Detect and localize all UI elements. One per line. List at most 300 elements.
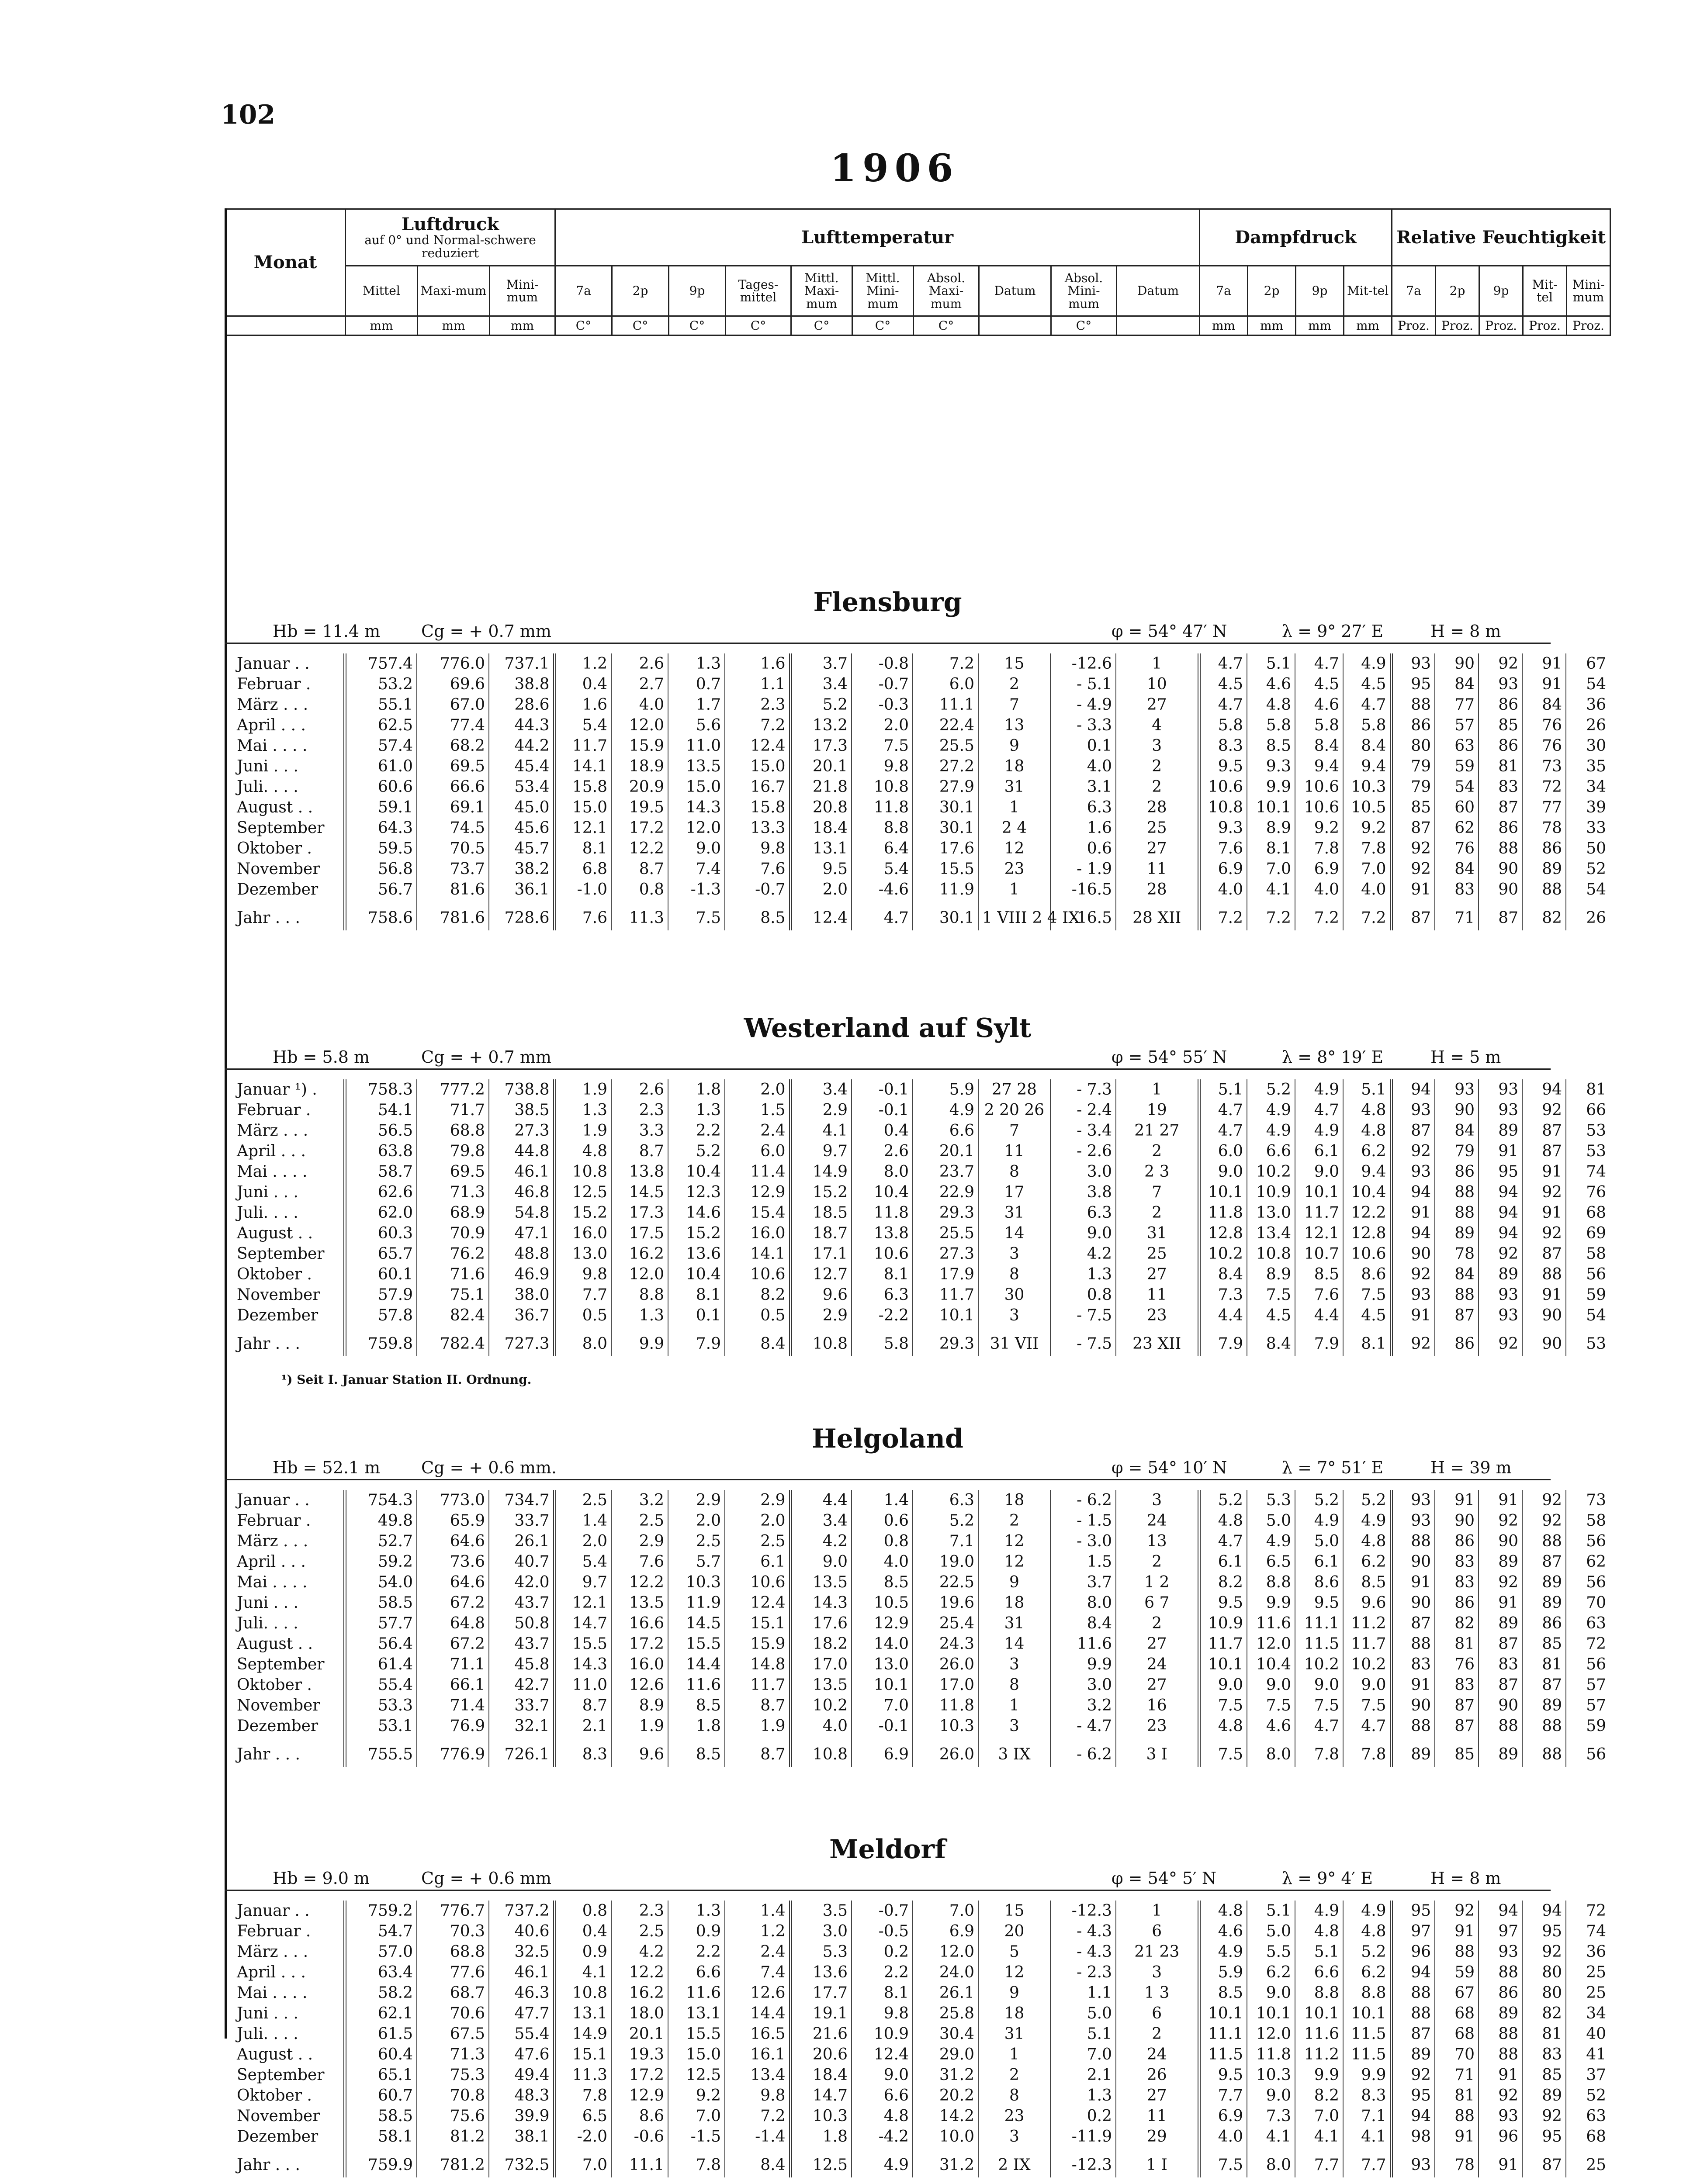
data-cell: 56.7: [345, 879, 417, 900]
data-cell: 11.5: [1343, 2024, 1391, 2044]
data-cell: 3: [1116, 736, 1199, 756]
data-cell: 13.6: [668, 1244, 725, 1264]
data-cell: 52: [1566, 859, 1610, 879]
gravity-correction: Cg = + 0.6 mm: [421, 1869, 551, 1888]
data-cell: 21.8: [790, 777, 852, 797]
data-cell: 59: [1435, 756, 1479, 777]
data-cell: 6.5: [554, 2106, 611, 2126]
data-cell: 20.1: [611, 2024, 668, 2044]
data-cell: 73: [1566, 1490, 1610, 1510]
data-cell: 54.0: [345, 1572, 417, 1593]
data-cell: 87: [1391, 1613, 1435, 1634]
data-cell: 53: [1566, 1326, 1610, 1356]
data-cell: 92: [1479, 1510, 1522, 1531]
data-cell: 0.9: [554, 1942, 611, 1962]
month-row: [225, 1593, 1610, 1613]
data-cell: 59: [1435, 1962, 1479, 1983]
data-cell: 93: [1391, 1285, 1435, 1305]
data-cell: 81: [1522, 1654, 1566, 1675]
data-cell: 23: [1116, 1716, 1199, 1736]
data-cell: 84: [1522, 695, 1566, 715]
data-cell: 56.8: [345, 859, 417, 879]
data-cell: 24: [1116, 1654, 1199, 1675]
data-cell: 59.2: [345, 1552, 417, 1572]
month-row: [225, 1264, 1610, 1285]
data-cell: 68: [1566, 2126, 1610, 2147]
data-cell: 87: [1391, 2024, 1435, 2044]
col-header: Datum: [979, 266, 1051, 316]
data-cell: 1: [1116, 1079, 1199, 1100]
data-cell: 22.9: [913, 1182, 978, 1203]
data-cell: 9.4: [1343, 1161, 1391, 1182]
data-cell: 7.5: [668, 900, 725, 930]
data-cell: 7.2: [1247, 900, 1295, 930]
data-cell: 7.7: [1343, 2147, 1391, 2177]
data-cell: 67.5: [417, 2024, 489, 2044]
data-cell: 78: [1435, 1244, 1479, 1264]
data-cell: 16.1: [725, 2044, 790, 2065]
data-cell: 4.2: [611, 1942, 668, 1962]
data-cell: 13.5: [790, 1675, 852, 1695]
data-cell: 76: [1435, 1654, 1479, 1675]
data-cell: - 6.2: [1050, 1490, 1116, 1510]
data-cell: 0.4: [554, 674, 611, 695]
month-row: [225, 797, 1610, 818]
data-cell: 92: [1391, 1264, 1435, 1285]
data-cell: 92: [1479, 1244, 1522, 1264]
month-row: [225, 1079, 1610, 1100]
data-cell: 7.7: [1199, 2085, 1247, 2106]
data-cell: 773.0: [417, 1490, 489, 1510]
data-cell: 7.0: [1295, 2106, 1343, 2126]
data-cell: 14.9: [554, 2024, 611, 2044]
data-cell: 26.0: [913, 1736, 978, 1767]
data-cell: 57.0: [345, 1942, 417, 1962]
data-cell: 3.2: [611, 1490, 668, 1510]
data-cell: 2.9: [725, 1490, 790, 1510]
data-cell: 46.1: [489, 1161, 554, 1182]
data-cell: 19.5: [611, 797, 668, 818]
data-cell: 25.4: [913, 1613, 978, 1634]
data-cell: 89: [1522, 1695, 1566, 1716]
col-header: 7a: [555, 266, 612, 316]
data-cell: 1: [978, 879, 1050, 900]
data-cell: 94: [1391, 1962, 1435, 1983]
col-unit: [979, 316, 1051, 335]
data-cell: 41: [1566, 2044, 1610, 2065]
data-cell: - 1.5: [1050, 1510, 1116, 1531]
data-cell: 12.2: [611, 1962, 668, 1983]
data-cell: 2 IX: [978, 2147, 1050, 2177]
data-cell: 50.8: [489, 1613, 554, 1634]
data-cell: 12.0: [611, 715, 668, 736]
data-cell: 11.8: [852, 1203, 913, 1223]
data-cell: 27 28: [978, 1079, 1050, 1100]
month-row: [225, 1983, 1610, 2003]
data-cell: 56: [1566, 1572, 1610, 1593]
data-cell: 0.2: [852, 1942, 913, 1962]
data-cell: 78: [1522, 818, 1566, 838]
data-cell: 13.4: [1247, 1223, 1295, 1244]
data-cell: 3: [978, 2126, 1050, 2147]
data-cell: 2.4: [725, 1120, 790, 1141]
data-cell: 2.9: [668, 1490, 725, 1510]
data-cell: 18.4: [790, 818, 852, 838]
data-cell: 30.1: [913, 818, 978, 838]
data-cell: 15.9: [725, 1634, 790, 1654]
month-label: April . . .: [237, 1963, 306, 1981]
data-cell: 86: [1435, 1326, 1479, 1356]
data-cell: 1 3: [1116, 1983, 1199, 2003]
data-cell: 93: [1479, 1305, 1522, 1326]
data-cell: -2.0: [554, 2126, 611, 2147]
data-cell: 57.9: [345, 1285, 417, 1305]
data-cell: 9.0: [1199, 1161, 1247, 1182]
data-cell: 7.8: [1295, 838, 1343, 859]
data-cell: 26: [1566, 715, 1610, 736]
month-row: [225, 879, 1610, 900]
data-cell: 73.6: [417, 1552, 489, 1572]
data-cell: 90: [1479, 879, 1522, 900]
data-cell: 5.0: [1050, 2003, 1116, 2024]
data-cell: 16.0: [554, 1223, 611, 1244]
data-cell: 12.4: [852, 2044, 913, 2065]
data-cell: 10.6: [725, 1264, 790, 1285]
data-cell: 9.5: [1199, 2065, 1247, 2085]
data-cell: 8.2: [1199, 1572, 1247, 1593]
month-label: März . . .: [237, 1532, 308, 1550]
data-cell: 14.1: [554, 756, 611, 777]
data-cell: 2.3: [725, 695, 790, 715]
month-row: [225, 1901, 1610, 1921]
data-cell: 3: [1116, 1962, 1199, 1983]
data-cell: 11.7: [1343, 1634, 1391, 1654]
data-cell: 64.3: [345, 818, 417, 838]
data-cell: 12.0: [1247, 1634, 1295, 1654]
data-cell: 1.3: [611, 1305, 668, 1326]
month-label: August . .: [237, 1224, 313, 1242]
data-cell: 12.1: [554, 818, 611, 838]
data-cell: 2: [1116, 1552, 1199, 1572]
year-summary-row: [225, 1736, 1610, 1767]
data-cell: 64.6: [417, 1572, 489, 1593]
data-cell: 9.9: [1247, 777, 1295, 797]
data-cell: 25.5: [913, 736, 978, 756]
data-cell: 4.8: [852, 2106, 913, 2126]
data-cell: 95: [1391, 1901, 1435, 1921]
data-cell: 4.7: [1199, 1100, 1247, 1120]
month-label: Juni . . .: [237, 1183, 298, 1201]
data-cell: 21 27: [1116, 1120, 1199, 1141]
data-cell: 94: [1522, 1079, 1566, 1100]
monat-header: Monat: [225, 209, 346, 316]
data-cell: 7.6: [1199, 838, 1247, 859]
data-cell: 7.1: [1343, 2106, 1391, 2126]
data-cell: 94: [1479, 1223, 1522, 1244]
data-cell: 10.4: [668, 1161, 725, 1182]
data-cell: 3.8: [1050, 1182, 1116, 1203]
data-cell: 91: [1479, 1490, 1522, 1510]
data-cell: 6.3: [1050, 797, 1116, 818]
col-header: Mit-tel: [1523, 266, 1567, 316]
data-cell: 9: [978, 736, 1050, 756]
data-cell: 47.1: [489, 1223, 554, 1244]
data-cell: 58.5: [345, 2106, 417, 2126]
data-cell: 8.9: [1247, 818, 1295, 838]
data-cell: 92: [1391, 2065, 1435, 2085]
data-cell: 7.0: [1050, 2044, 1116, 2065]
data-cell: 53.1: [345, 1716, 417, 1736]
month-row: [225, 1552, 1610, 1572]
data-cell: 70: [1435, 2044, 1479, 2065]
data-cell: 63: [1435, 736, 1479, 756]
data-cell: -12.6: [1050, 653, 1116, 674]
data-cell: 23: [978, 2106, 1050, 2126]
data-cell: 71.6: [417, 1264, 489, 1285]
month-label: Oktober .: [237, 1265, 312, 1283]
data-cell: 11.1: [1295, 1613, 1343, 1634]
data-cell: 70.3: [417, 1921, 489, 1942]
data-cell: 776.7: [417, 1901, 489, 1921]
data-cell: 10.0: [913, 2126, 978, 2147]
data-cell: 9.0: [852, 2065, 913, 2085]
data-cell: -16.5: [1050, 900, 1116, 930]
data-cell: 10.1: [1247, 797, 1295, 818]
data-cell: 29.3: [913, 1203, 978, 1223]
data-cell: 91: [1522, 653, 1566, 674]
data-cell: 86: [1522, 1613, 1566, 1634]
data-cell: 53.2: [345, 674, 417, 695]
data-cell: 12.8: [1343, 1223, 1391, 1244]
data-cell: 6.3: [913, 1490, 978, 1510]
data-cell: 18: [978, 1593, 1050, 1613]
station-meta: [225, 1047, 1551, 1070]
data-cell: 64.6: [417, 1531, 489, 1552]
data-cell: 4.9: [1295, 1510, 1343, 1531]
barometer-height: H = 5 m: [1430, 1047, 1501, 1067]
data-cell: 93: [1479, 1079, 1522, 1100]
data-cell: 10.1: [1343, 2003, 1391, 2024]
data-cell: 54: [1566, 1305, 1610, 1326]
data-cell: 14.1: [725, 1244, 790, 1264]
data-cell: 7: [978, 1120, 1050, 1141]
data-cell: 36.1: [489, 879, 554, 900]
data-cell: 8.4: [1199, 1264, 1247, 1285]
data-cell: 1.3: [554, 1100, 611, 1120]
station-meta: [225, 1457, 1551, 1480]
data-cell: 13.5: [611, 1593, 668, 1613]
data-cell: 31: [978, 1613, 1050, 1634]
data-cell: 36.7: [489, 1305, 554, 1326]
longitude: λ = 7° 51′ E: [1282, 1458, 1384, 1477]
data-cell: 67: [1435, 1983, 1479, 2003]
data-cell: 7.9: [1199, 1326, 1247, 1356]
data-cell: 8.4: [1050, 1613, 1116, 1634]
col-unit: C°: [612, 316, 669, 335]
data-cell: 31.2: [913, 2065, 978, 2085]
data-cell: 60: [1435, 797, 1479, 818]
data-cell: 65.7: [345, 1244, 417, 1264]
data-cell: 27: [1116, 1634, 1199, 1654]
data-cell: 38.0: [489, 1285, 554, 1305]
data-cell: 48.3: [489, 2085, 554, 2106]
month-row: [225, 777, 1610, 797]
data-cell: 8.2: [725, 1285, 790, 1305]
data-cell: 57.7: [345, 1613, 417, 1634]
footnote: ¹) Seit I. Januar Station II. Ordnung.: [281, 1372, 532, 1387]
data-cell: 9.0: [1343, 1675, 1391, 1695]
data-cell: 10.6: [1295, 777, 1343, 797]
month-label: September: [237, 819, 325, 837]
data-cell: 6.9: [1295, 859, 1343, 879]
data-cell: 87: [1391, 900, 1435, 930]
data-cell: 50: [1566, 838, 1610, 859]
data-cell: 32.1: [489, 1716, 554, 1736]
data-cell: 6.1: [1295, 1141, 1343, 1161]
data-cell: 0.7: [668, 674, 725, 695]
data-cell: -0.1: [852, 1079, 913, 1100]
data-cell: 90: [1435, 1510, 1479, 1531]
data-cell: 16.5: [725, 2024, 790, 2044]
data-cell: 4.9: [913, 1100, 978, 1120]
data-cell: 4.8: [1295, 1921, 1343, 1942]
data-cell: 3.0: [1050, 1161, 1116, 1182]
data-cell: 12.1: [554, 1593, 611, 1613]
data-cell: 9.2: [1295, 818, 1343, 838]
col-unit: Proz.: [1479, 316, 1523, 335]
data-cell: 44.3: [489, 715, 554, 736]
data-cell: 5.8: [1295, 715, 1343, 736]
data-cell: 7.0: [668, 2106, 725, 2126]
data-cell: 80: [1391, 736, 1435, 756]
data-cell: 96: [1391, 1942, 1435, 1962]
data-cell: 61.5: [345, 2024, 417, 2044]
month-label: Oktober .: [237, 1676, 312, 1694]
data-cell: 6.6: [1295, 1962, 1343, 1983]
data-cell: 4.0: [1199, 879, 1247, 900]
data-cell: 26: [1116, 2065, 1199, 2085]
data-cell: 24: [1116, 1510, 1199, 1531]
data-cell: 91: [1391, 879, 1435, 900]
data-cell: - 4.3: [1050, 1921, 1116, 1942]
data-cell: 10.1: [852, 1675, 913, 1695]
data-cell: 4.7: [1295, 653, 1343, 674]
data-cell: 86: [1479, 1983, 1522, 2003]
col-unit: mm: [1344, 316, 1392, 335]
month-label: Mai . . . .: [237, 737, 308, 755]
data-cell: 69: [1566, 1223, 1610, 1244]
data-cell: 27: [1116, 1264, 1199, 1285]
data-cell: 92: [1479, 1572, 1522, 1593]
data-cell: 2.6: [611, 653, 668, 674]
data-cell: 9.6: [790, 1285, 852, 1305]
data-cell: 45.7: [489, 838, 554, 859]
data-cell: 10.8: [1247, 1244, 1295, 1264]
data-cell: 15.0: [554, 797, 611, 818]
data-cell: 95: [1391, 2085, 1435, 2106]
data-cell: -12.3: [1050, 1901, 1116, 1921]
data-cell: 5.8: [1247, 715, 1295, 736]
year-summary-row: [225, 2147, 1610, 2177]
data-cell: 3: [1116, 1490, 1199, 1510]
data-cell: 88: [1391, 1634, 1435, 1654]
data-cell: 7.8: [1343, 1736, 1391, 1767]
data-cell: 2.9: [790, 1100, 852, 1120]
data-cell: 4.9: [852, 2147, 913, 2177]
col-header: 2p: [1436, 266, 1479, 316]
data-cell: 92: [1435, 1901, 1479, 1921]
data-cell: 44.8: [489, 1141, 554, 1161]
data-cell: 9.0: [1199, 1675, 1247, 1695]
data-cell: -0.1: [852, 1100, 913, 1120]
data-cell: 776.0: [417, 653, 489, 674]
data-cell: 25: [1566, 1983, 1610, 2003]
data-cell: 18: [978, 756, 1050, 777]
data-cell: 12.0: [913, 1942, 978, 1962]
data-cell: 14.5: [668, 1613, 725, 1634]
month-label: Jahr . . .: [237, 909, 300, 927]
data-cell: 4.4: [790, 1490, 852, 1510]
data-cell: 81: [1479, 756, 1522, 777]
data-cell: 10.4: [668, 1264, 725, 1285]
data-cell: 0.8: [611, 879, 668, 900]
data-cell: 21.6: [790, 2024, 852, 2044]
data-cell: 32.5: [489, 1942, 554, 1962]
station-block: [225, 1831, 1606, 2177]
data-cell: 91: [1479, 2147, 1522, 2177]
data-cell: 6.6: [668, 1962, 725, 1983]
data-cell: 2.7: [611, 674, 668, 695]
data-cell: 39: [1566, 797, 1610, 818]
data-cell: 12.4: [725, 1593, 790, 1613]
month-row: [225, 859, 1610, 879]
data-cell: 76.9: [417, 1716, 489, 1736]
data-cell: 10.3: [668, 1572, 725, 1593]
data-cell: 6.9: [852, 1736, 913, 1767]
month-row: [225, 818, 1610, 838]
data-cell: 3.2: [1050, 1695, 1116, 1716]
data-cell: 97: [1479, 1921, 1522, 1942]
data-cell: 14.2: [913, 2106, 978, 2126]
data-cell: 7.2: [913, 653, 978, 674]
data-cell: 8.1: [554, 838, 611, 859]
data-cell: 0.6: [1050, 838, 1116, 859]
data-cell: 1.3: [668, 1100, 725, 1120]
data-cell: 94: [1391, 2106, 1435, 2126]
station-block: [225, 1010, 1606, 1387]
data-cell: 65.1: [345, 2065, 417, 2085]
data-cell: 30.1: [913, 900, 978, 930]
data-cell: 4.6: [1295, 695, 1343, 715]
data-cell: 0.8: [554, 1901, 611, 1921]
data-cell: 7.0: [913, 1901, 978, 1921]
data-cell: 9.9: [1343, 2065, 1391, 2085]
data-cell: 5.2: [790, 695, 852, 715]
data-cell: 8.7: [725, 1695, 790, 1716]
data-cell: 8.1: [852, 1264, 913, 1285]
data-cell: 85: [1522, 1634, 1566, 1654]
data-cell: 18.5: [790, 1203, 852, 1223]
data-cell: 38.2: [489, 859, 554, 879]
data-cell: 8.5: [668, 1695, 725, 1716]
longitude: λ = 8° 19′ E: [1282, 1047, 1384, 1067]
data-cell: 89: [1522, 1593, 1566, 1613]
data-cell: 13.1: [668, 2003, 725, 2024]
data-cell: 58.1: [345, 2126, 417, 2147]
data-cell: 56: [1566, 1531, 1610, 1552]
data-cell: 14: [978, 1634, 1050, 1654]
data-cell: 59.5: [345, 838, 417, 859]
